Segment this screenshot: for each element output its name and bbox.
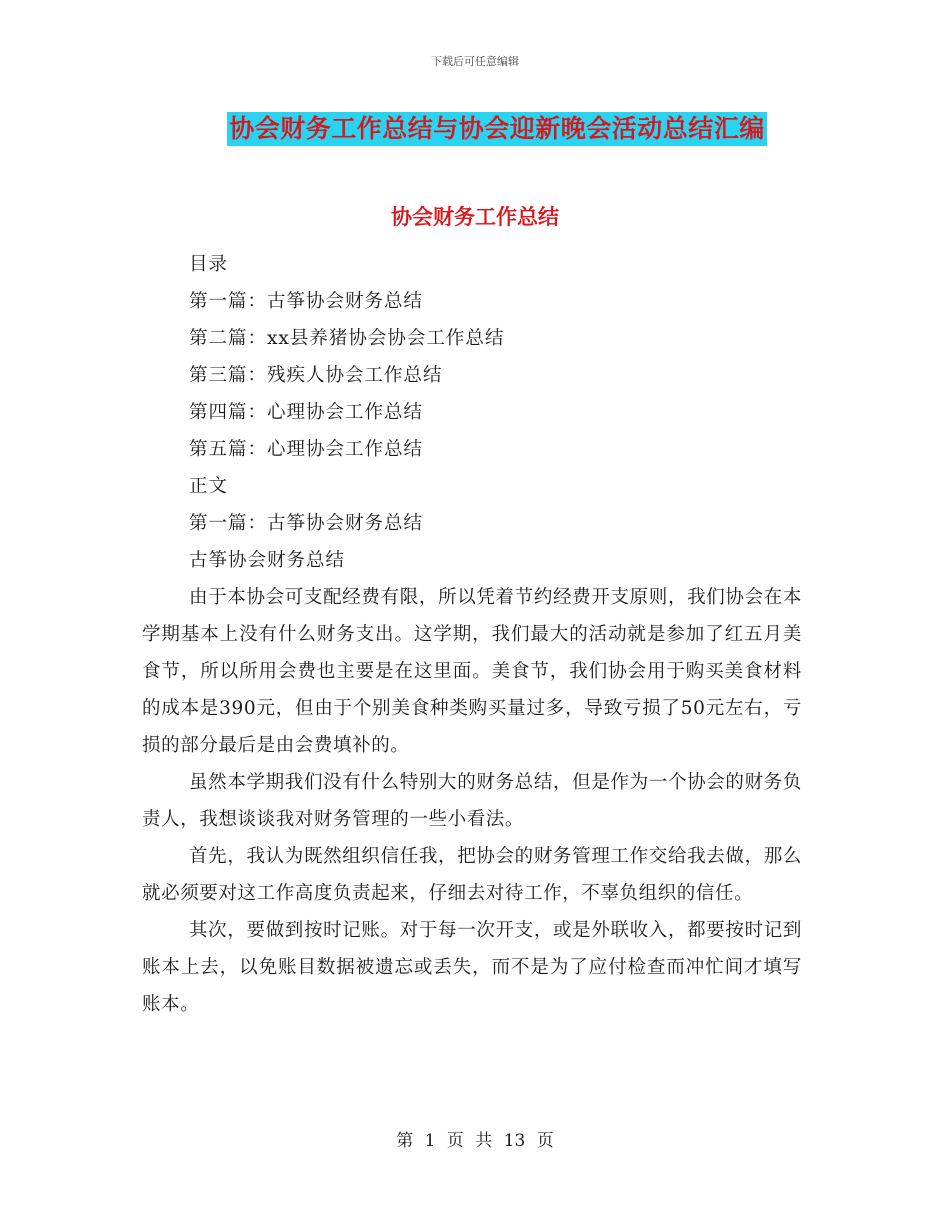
paragraph: 由于本协会可支配经费有限，所以凭着节约经费开支原则，我们协会在本学期基本上没有什么财务支出。这学期，我们最大的活动就是参加了红五月美食节，所以所用会费也主要是在这里面。美食节，我们协会用于购买美食材料的成本是390元，但由于个别美食种类购买量过多，导致亏损了50元左右，亏损的部分最后是由会费填补的。 (142, 587, 802, 756)
toc-item: 第五篇：心理协会工作总结 (189, 439, 424, 460)
paragraph: 首先，我认为既然组织信任我，把协会的财务管理工作交给我去做，那么就必须要对这工作高度负责起来，仔细去对待工作，不辜负组织的信任。 (142, 846, 802, 904)
toc-heading: 目录 (189, 254, 229, 275)
paragraph: 虽然本学期我们没有什么特别大的财务总结，但是作为一个协会的财务负责人，我想谈谈我对财务管理的一些小看法。 (142, 772, 802, 830)
main-title-wrap (0, 112, 950, 146)
page-footer: 第 1 页 共 13 页 (396, 1131, 554, 1151)
paragraph: 其次，要做到按时记账。对于每一次开支，或是外联收入，都要按时记到账本上去，以免账目数据被遗忘或丢失，而不是为了应付检查而冲忙间才填写账本。 (142, 920, 802, 1015)
document-body (142, 246, 802, 1023)
article-title: 古筝协会财务总结 (189, 550, 346, 571)
toc-item: 第一篇：古筝协会财务总结 (189, 291, 424, 312)
toc-item: 第四篇：心理协会工作总结 (189, 402, 424, 423)
header-note: 下载后可任意编辑 (431, 55, 519, 68)
body-heading: 正文 (189, 476, 229, 497)
toc-item: 第二篇：xx县养猪协会协会工作总结 (189, 328, 505, 349)
section-title: 协会财务工作总结 (391, 205, 559, 229)
main-title: 协会财务工作总结与协会迎新晚会活动总结汇编 (227, 112, 767, 146)
toc-item: 第三篇：残疾人协会工作总结 (189, 365, 443, 386)
chapter-heading: 第一篇：古筝协会财务总结 (189, 513, 424, 534)
